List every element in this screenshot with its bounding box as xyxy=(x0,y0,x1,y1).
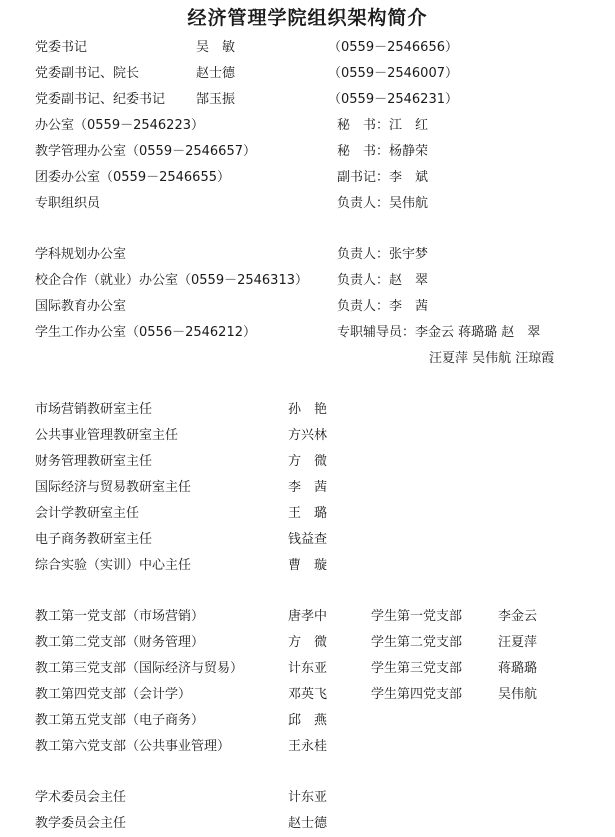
office-name: 国际教育办公室 xyxy=(35,299,127,314)
committee-name: 教学委员会主任 xyxy=(35,816,127,831)
committee-name: 学术委员会主任 xyxy=(35,790,127,805)
office-name: 办公室（0559－2546223） xyxy=(35,118,204,133)
room-name: 公共事业管理教研室主任 xyxy=(35,428,179,443)
office-contact: 负责人：张宇梦 xyxy=(337,247,429,262)
room-person: 王 璐 xyxy=(288,506,328,521)
room-name: 国际经济与贸易教研室主任 xyxy=(35,480,192,495)
committee-person: 计东亚 xyxy=(288,790,328,805)
office-name: 学科规划办公室 xyxy=(35,247,127,262)
branch-person: 唐孝中 xyxy=(288,609,328,624)
office-name: 教学管理办公室（0559－2546657） xyxy=(35,144,256,159)
leader-phone: （0559－2546007） xyxy=(328,66,458,81)
leader-name: 吴 敏 xyxy=(196,40,236,55)
branch-person: 邓英飞 xyxy=(288,687,328,702)
office-contact: 秘 书：杨静荣 xyxy=(337,144,429,159)
leader-name: 赵士德 xyxy=(196,66,236,81)
branch-name: 教工第一党支部（市场营销） xyxy=(35,609,205,624)
room-name: 财务管理教研室主任 xyxy=(35,454,153,469)
leader-role: 党委副书记、院长 xyxy=(35,66,140,81)
office-name: 团委办公室（0559－2546655） xyxy=(35,170,230,185)
student-branch-name: 学生第二党支部 xyxy=(371,635,463,650)
room-person: 钱益查 xyxy=(288,532,328,547)
branch-name: 教工第五党支部（电子商务） xyxy=(35,713,205,728)
office-contact: 负责人：赵 翠 xyxy=(337,273,429,288)
room-person: 方 微 xyxy=(288,454,328,469)
leader-name: 郜玉振 xyxy=(196,92,236,107)
office-contact: 负责人：李 茜 xyxy=(337,299,429,314)
office-name: 校企合作（就业）办公室（0559－2546313） xyxy=(35,273,308,288)
leader-role: 党委副书记、纪委书记 xyxy=(35,92,166,107)
branch-name: 教工第四党支部（会计学） xyxy=(35,687,192,702)
office-contact: 负责人：吴伟航 xyxy=(337,196,429,211)
room-person: 曹 璇 xyxy=(288,558,328,573)
student-branch-name: 学生第三党支部 xyxy=(371,661,463,676)
office-name: 学生工作办公室（0556－2546212） xyxy=(35,325,256,340)
student-branch-person: 蒋璐璐 xyxy=(498,661,538,676)
student-branch-person: 李金云 xyxy=(498,609,538,624)
office-contact: 副书记：李 斌 xyxy=(337,170,429,185)
counselors-continued: 汪夏萍 吴伟航 汪琼霞 xyxy=(429,351,555,366)
student-branch-name: 学生第一党支部 xyxy=(371,609,463,624)
room-name: 会计学教研室主任 xyxy=(35,506,140,521)
student-branch-name: 学生第四党支部 xyxy=(371,687,463,702)
committee-person: 赵士德 xyxy=(288,816,328,831)
room-name: 电子商务教研室主任 xyxy=(35,532,153,547)
page-title: 经济管理学院组织架构简介 xyxy=(187,7,428,29)
branch-name: 教工第三党支部（国际经济与贸易） xyxy=(35,661,244,676)
room-person: 方兴林 xyxy=(288,428,328,443)
room-person: 李 茜 xyxy=(288,480,328,495)
branch-person: 方 微 xyxy=(288,635,328,650)
branch-person: 王永桂 xyxy=(288,739,328,754)
room-person: 孙 艳 xyxy=(288,402,328,417)
office-name: 专职组织员 xyxy=(35,196,101,211)
student-branch-person: 吴伟航 xyxy=(498,687,538,702)
leader-role: 党委书记 xyxy=(35,40,88,55)
leader-phone: （0559－2546231） xyxy=(328,92,458,107)
branch-name: 教工第二党支部（财务管理） xyxy=(35,635,205,650)
room-name: 综合实验（实训）中心主任 xyxy=(35,558,192,573)
office-contact: 秘 书：江 红 xyxy=(337,118,429,133)
branch-name: 教工第六党支部（公共事业管理） xyxy=(35,739,231,754)
room-name: 市场营销教研室主任 xyxy=(35,402,153,417)
branch-person: 邱 燕 xyxy=(288,713,328,728)
student-branch-person: 汪夏萍 xyxy=(498,635,538,650)
leader-phone: （0559－2546656） xyxy=(328,40,458,55)
branch-person: 计东亚 xyxy=(288,661,328,676)
office-contact: 专职辅导员：李金云 蒋璐璐 赵 翠 xyxy=(337,325,541,340)
